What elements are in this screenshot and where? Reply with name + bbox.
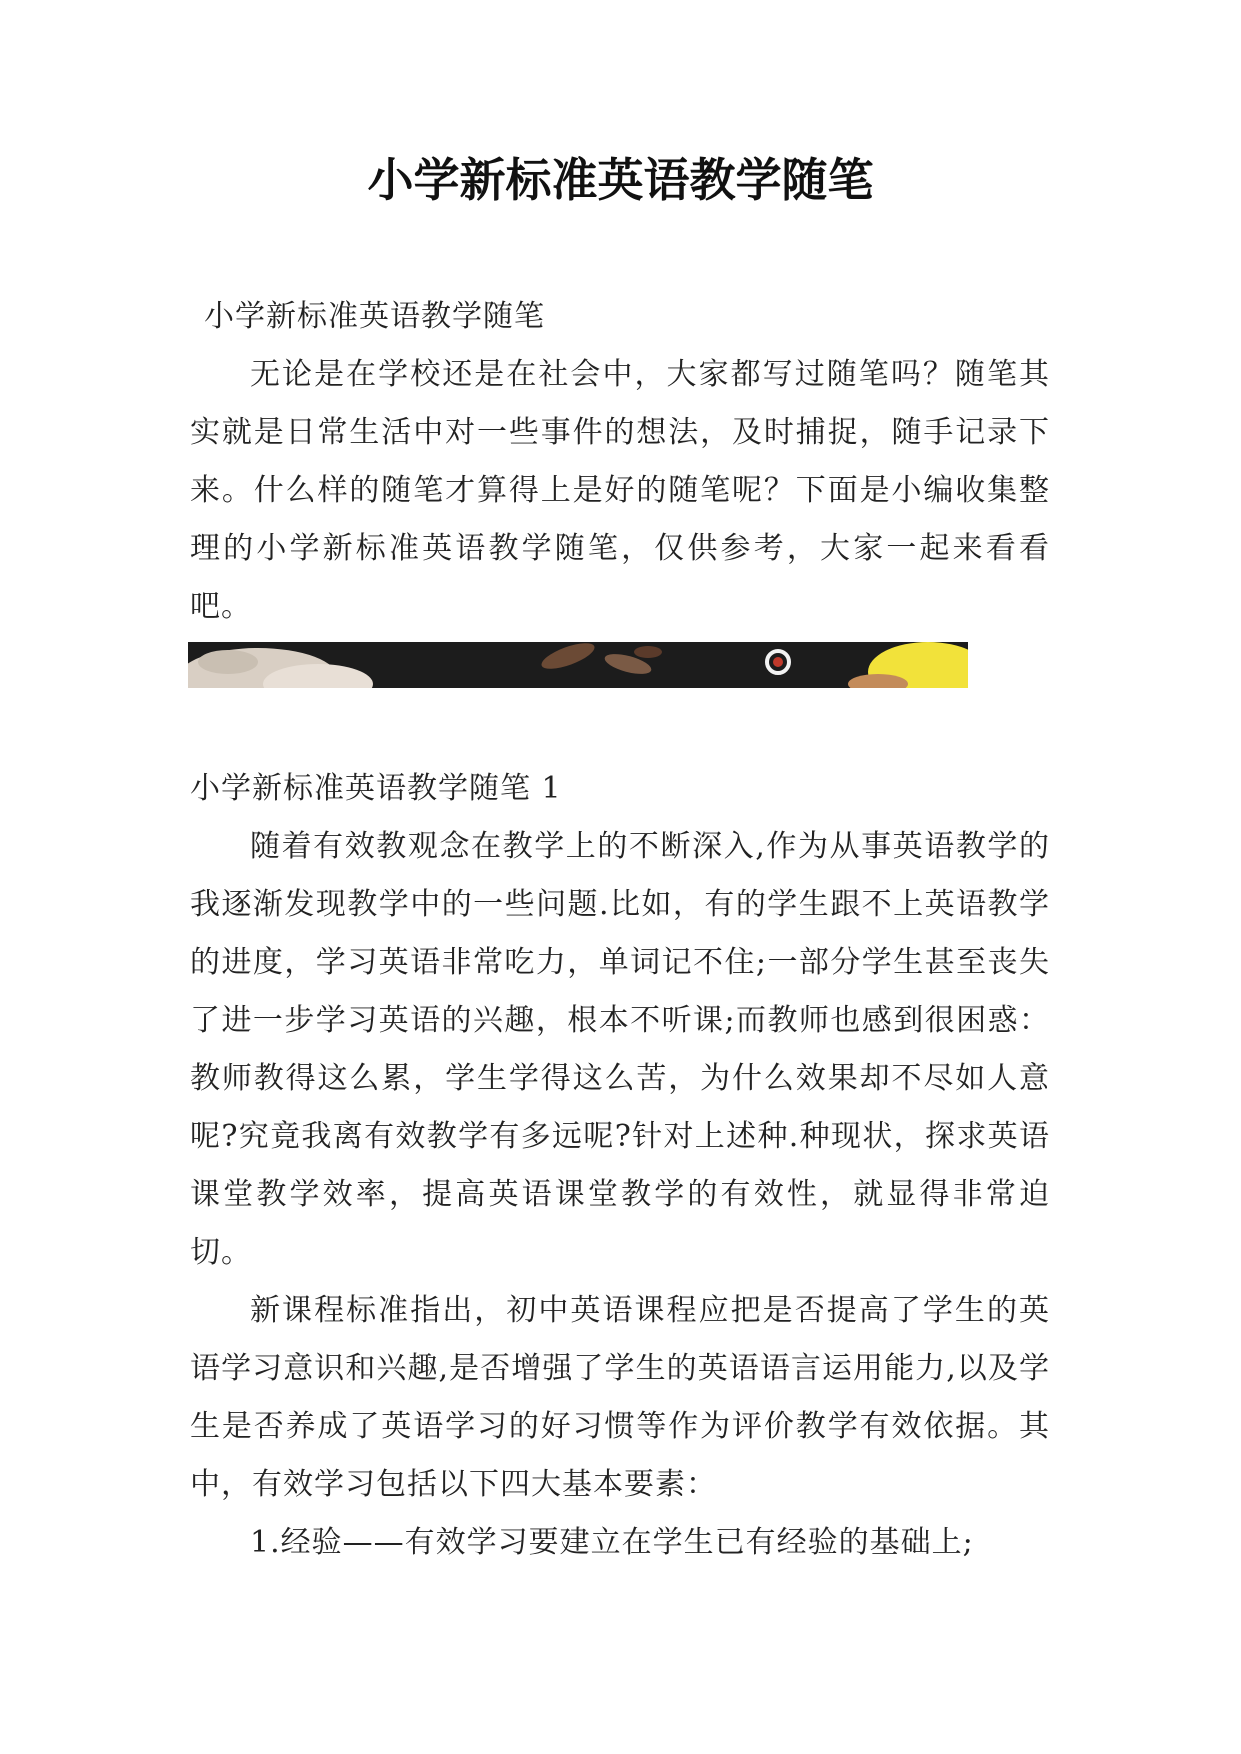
body-paragraph: 随着有效教观念在教学上的不断深入,作为从事英语教学的我逐渐发现教学中的一些问题.比如，有的学生跟不上英语教学的进度，学习英语非常吃力，单词记不住;一部分学生甚至丧失了进一步学习英语的兴趣，根本不听课;而教师也感到很困惑：教师教得这么累，学生学得这么苦，为什么效果却不尽如人意呢?究竟我离有效教学有多远呢?针对上述种.种现状，探求英语课堂教学效率，提高英语课堂教学的有效性，就显得非常迫切。 <box>190 829 1050 1270</box>
banner-photo <box>188 642 968 688</box>
body-paragraph: 新课程标准指出，初中英语课程应把是否提高了学生的英语学习意识和兴趣,是否增强了学生的英语语言运用能力,以及学生是否养成了英语学习的好习惯等作为评价教学有效依据。其中，有效学习包括以下四大基本要素： <box>190 1293 1050 1502</box>
section-title: 小学新标准英语教学随笔 1 <box>190 771 562 806</box>
banner-image <box>188 642 968 688</box>
document-body <box>190 288 1050 1572</box>
document-subtitle: 小学新标准英语教学随笔 <box>204 299 545 334</box>
document-title: 小学新标准英语教学随笔 <box>367 153 874 207</box>
intro-paragraph: 无论是在学校还是在社会中，大家都写过随笔吗？随笔其实就是日常生活中对一些事件的想法，及时捕捉，随手记录下来。什么样的随笔才算得上是好的随笔呢？下面是小编收集整理的小学新标准英语教学随笔，仅供参考，大家一起来看看吧。 <box>190 357 1050 624</box>
list-item: 1.经验——有效学习要建立在学生已有经验的基础上; <box>250 1525 974 1560</box>
